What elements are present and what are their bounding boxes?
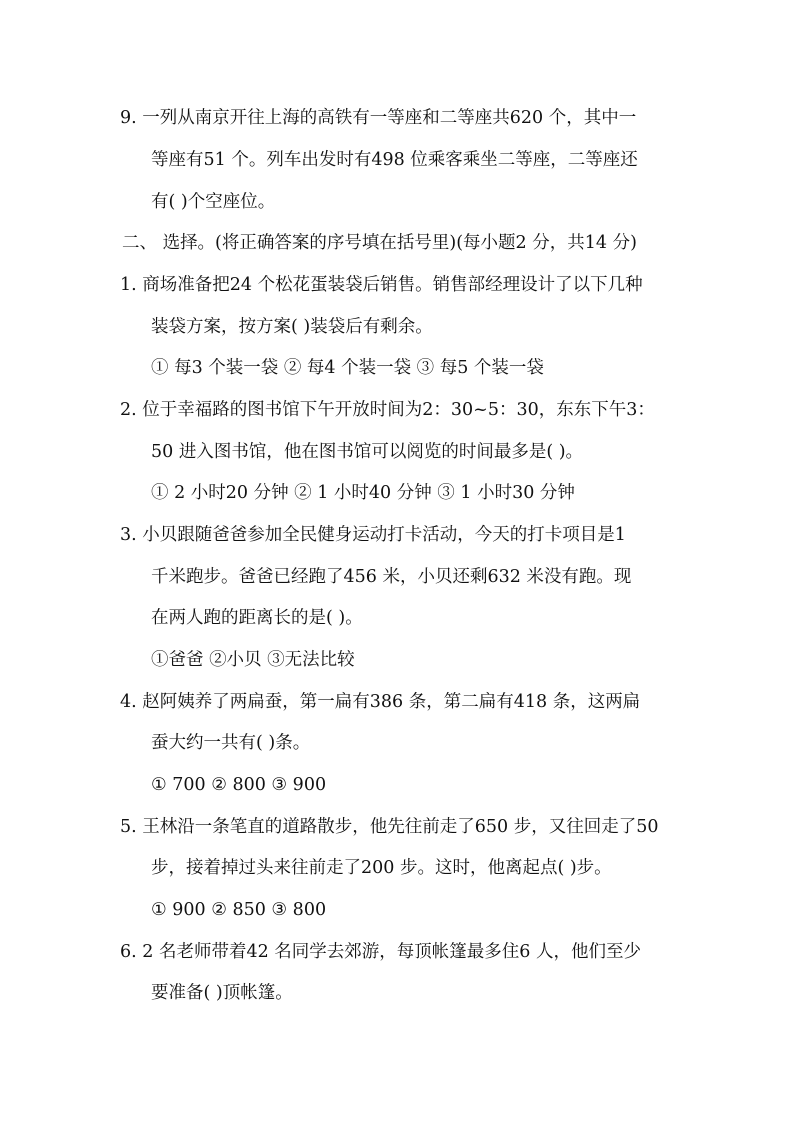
q6-line-1: 6. 2 名老师带着42 名同学去郊游，每顶帐篷最多住6 人，他们至少 (120, 942, 641, 962)
q4-line-1: 4. 赵阿姨养了两扁蚕，第一扁有386 条，第二扁有418 条，这两扁 (120, 692, 641, 712)
q3-options: ①爸爸 ②小贝 ③无法比较 (151, 650, 355, 670)
q3-line-1: 3. 小贝跟随爸爸参加全民健身运动打卡活动，今天的打卡项目是1 (120, 525, 626, 545)
section-heading: 二、 选择。(将正确答案的序号填在括号里)(每小题2 分，共14 分) (122, 233, 637, 253)
q3-line-3: 在两人跑的距离长的是( )。 (151, 608, 363, 628)
q3-line-2: 千米跑步。爸爸已经跑了456 米，小贝还剩632 米没有跑。现 (151, 567, 632, 587)
q6-line-2: 要准备( )顶帐篷。 (151, 983, 293, 1003)
q2-line-2: 50 进入图书馆，他在图书馆可以阅览的时间最多是( )。 (151, 442, 584, 462)
q9-line-3: 有( )个空座位。 (151, 192, 276, 212)
q1-line-2: 装袋方案，按方案( )装袋后有剩余。 (151, 317, 433, 337)
q5-line-2: 步，接着掉过头来往前走了200 步。这时，他离起点( )步。 (151, 858, 612, 878)
q1-options: ① 每3 个装一袋 ② 每4 个装一袋 ③ 每5 个装一袋 (151, 358, 544, 378)
q2-line-1: 2. 位于幸福路的图书馆下午开放时间为2：30~5：30，东东下午3： (120, 400, 655, 420)
q1-line-1: 1. 商场准备把24 个松花蛋装袋后销售。销售部经理设计了以下几种 (120, 275, 643, 295)
q4-line-2: 蚕大约一共有( )条。 (151, 733, 311, 753)
q5-options: ① 900 ② 850 ③ 800 (151, 900, 327, 920)
q9-line-1: 9. 一列从南京开往上海的高铁有一等座和二等座共620 个，其中一 (120, 108, 637, 128)
q2-options: ① 2 小时20 分钟 ② 1 小时40 分钟 ③ 1 小时30 分钟 (151, 483, 575, 503)
q5-line-1: 5. 王林沿一条笔直的道路散步，他先往前走了650 步，又往回走了50 (120, 817, 659, 837)
q4-options: ① 700 ② 800 ③ 900 (151, 775, 327, 795)
q9-line-2: 等座有51 个。列车出发时有498 位乘客乘坐二等座，二等座还 (151, 150, 638, 170)
